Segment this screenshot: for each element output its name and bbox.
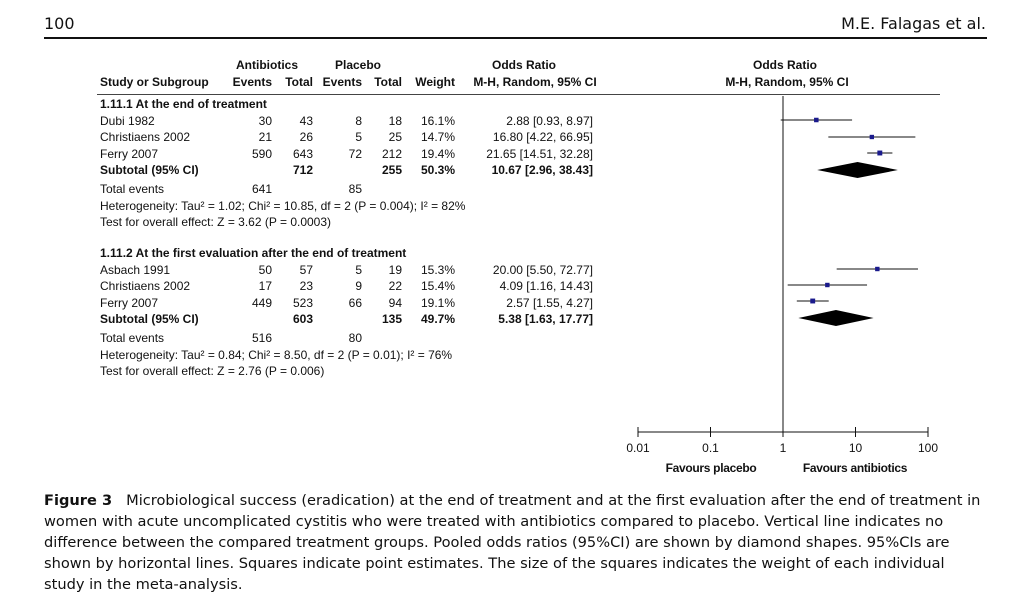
placebo-total-header: Total <box>374 75 402 89</box>
antibiotics-total: 23 <box>299 279 313 294</box>
placebo-header: Placebo <box>334 58 382 72</box>
placebo-events: 5 <box>355 130 362 145</box>
antibiotics-events: 30 <box>258 113 272 128</box>
or-method-header: M-H, Random, 95% CI <box>473 75 597 89</box>
placebo-total: 18 <box>388 113 402 128</box>
favours-placebo-label: Favours placebo <box>665 461 757 475</box>
antibiotics-events: 21 <box>258 130 272 145</box>
study-name: Asbach 1991 <box>100 262 171 277</box>
antibiotics-events: 50 <box>258 262 272 277</box>
study-weight: 16.1% <box>420 113 455 128</box>
study-weight: 19.4% <box>420 146 455 161</box>
study-odds-ratio: 21.65 [14.51, 32.28] <box>486 146 593 161</box>
subgroup-title: 1.11.2 At the first evaluation after the end of treatment <box>100 246 407 260</box>
placebo-total: 94 <box>388 295 402 310</box>
total-events-antibiotics: 516 <box>251 331 272 345</box>
point-estimate-square <box>877 151 882 156</box>
figure-label: Figure 3 <box>44 492 113 509</box>
point-estimate-square <box>875 267 879 271</box>
placebo-events: 9 <box>355 279 362 294</box>
subtotal-placebo-total: 255 <box>381 163 402 178</box>
study-name: Ferry 2007 <box>100 146 159 161</box>
placebo-events: 5 <box>355 262 362 277</box>
placebo-events: 72 <box>348 146 362 161</box>
caption-text: Microbiological success (eradication) at the end of treatment and at the first evaluation after the end of treatment in women with acute uncomplicated cystitis who were treated with antibiotics compared to placebo. Vertical line indicates no difference between the compared treatment groups. Pooled odds ratios (95%CI) are shown by diamond shapes. 95%CIs are shown by horizontal lines. Squares indicate point estimates. The size of the squares indicates the weight of each individual study in the meta-analysis. <box>44 492 981 593</box>
overall-effect-stat: Test for overall effect: Z = 2.76 (P = 0.006) <box>100 364 325 379</box>
favours-antibiotics-label: Favours antibiotics <box>802 461 908 475</box>
point-estimate-square <box>810 299 815 304</box>
placebo-total: 22 <box>388 279 402 294</box>
antibiotics-total: 43 <box>299 113 313 128</box>
study-odds-ratio: 16.80 [4.22, 66.95] <box>492 130 593 145</box>
subtotal-odds-ratio: 10.67 [2.96, 38.43] <box>491 163 593 178</box>
subtotal-antibiotics-total: 712 <box>292 163 313 178</box>
plot-method-header: M-H, Random, 95% CI <box>725 75 849 89</box>
total-events-placebo: 80 <box>348 331 362 345</box>
antibiotics-events-header: Events <box>232 75 272 89</box>
study-odds-ratio: 4.09 [1.16, 14.43] <box>499 279 593 294</box>
plot-odds-ratio-header: Odds Ratio <box>752 58 817 72</box>
antibiotics-total-header: Total <box>285 75 313 89</box>
weight-header: Weight <box>415 75 455 89</box>
antibiotics-total: 643 <box>292 146 313 161</box>
subtotal-weight: 50.3% <box>420 163 455 178</box>
study-name: Christiaens 2002 <box>100 130 191 145</box>
placebo-events-header: Events <box>322 75 362 89</box>
heterogeneity-stat: Heterogeneity: Tau² = 1.02; Chi² = 10.85, df = 2 (P = 0.004); I² = 82% <box>100 198 466 213</box>
total-events-placebo: 85 <box>348 182 362 196</box>
odds-ratio-header: Odds Ratio <box>491 58 556 72</box>
study-name: Dubi 1982 <box>100 113 155 128</box>
study-odds-ratio: 2.88 [0.93, 8.97] <box>506 113 593 128</box>
heterogeneity-stat: Heterogeneity: Tau² = 0.84; Chi² = 8.50, df = 2 (P = 0.01); I² = 76% <box>100 347 453 362</box>
study-weight: 15.3% <box>420 262 455 277</box>
figure-caption <box>44 490 988 595</box>
antibiotics-events: 17 <box>258 279 272 294</box>
subtotal-weight: 49.7% <box>420 312 455 327</box>
study-weight: 19.1% <box>420 295 455 310</box>
subtotal-placebo-total: 135 <box>381 312 402 327</box>
running-title: M.E. Falagas et al. <box>841 14 986 33</box>
placebo-total: 25 <box>388 130 402 145</box>
x-tick-label: 0.1 <box>702 441 719 455</box>
subtotal-odds-ratio: 5.38 [1.63, 17.77] <box>498 312 593 327</box>
subtotal-label: Subtotal (95% CI) <box>100 312 199 327</box>
antibiotics-events: 449 <box>251 295 272 310</box>
antibiotics-header: Antibiotics <box>236 58 298 72</box>
study-weight: 15.4% <box>420 279 455 294</box>
x-tick-label: 100 <box>917 441 939 455</box>
total-events-label: Total events <box>100 182 165 196</box>
antibiotics-total: 26 <box>299 130 313 145</box>
pooled-estimate-diamond <box>798 310 873 326</box>
total-events-label: Total events <box>100 331 165 345</box>
placebo-total: 212 <box>381 146 402 161</box>
study-weight: 14.7% <box>420 130 455 145</box>
point-estimate-square <box>825 283 829 287</box>
study-odds-ratio: 2.57 [1.55, 4.27] <box>506 295 593 310</box>
study-name: Christiaens 2002 <box>100 279 191 294</box>
study-column-header: Study or Subgroup <box>100 75 209 89</box>
study-odds-ratio: 20.00 [5.50, 72.77] <box>492 262 593 277</box>
x-tick-label: 1 <box>779 441 787 455</box>
x-tick-label: 0.01 <box>626 441 650 455</box>
point-estimate-square <box>814 118 819 123</box>
subgroup-title: 1.11.1 At the end of treatment <box>100 97 267 111</box>
page-number: 100 <box>44 14 75 33</box>
pooled-estimate-diamond <box>817 162 898 178</box>
x-tick-label: 10 <box>848 441 863 455</box>
point-estimate-square <box>870 135 874 139</box>
subtotal-label: Subtotal (95% CI) <box>100 163 199 178</box>
total-events-antibiotics: 641 <box>251 182 272 196</box>
placebo-events: 66 <box>348 295 362 310</box>
overall-effect-stat: Test for overall effect: Z = 3.62 (P = 0.0003) <box>100 215 332 230</box>
subtotal-antibiotics-total: 603 <box>292 312 313 327</box>
placebo-total: 19 <box>388 262 402 277</box>
antibiotics-events: 590 <box>251 146 272 161</box>
antibiotics-total: 523 <box>292 295 313 310</box>
study-name: Ferry 2007 <box>100 295 159 310</box>
placebo-events: 8 <box>355 113 362 128</box>
antibiotics-total: 57 <box>299 262 313 277</box>
